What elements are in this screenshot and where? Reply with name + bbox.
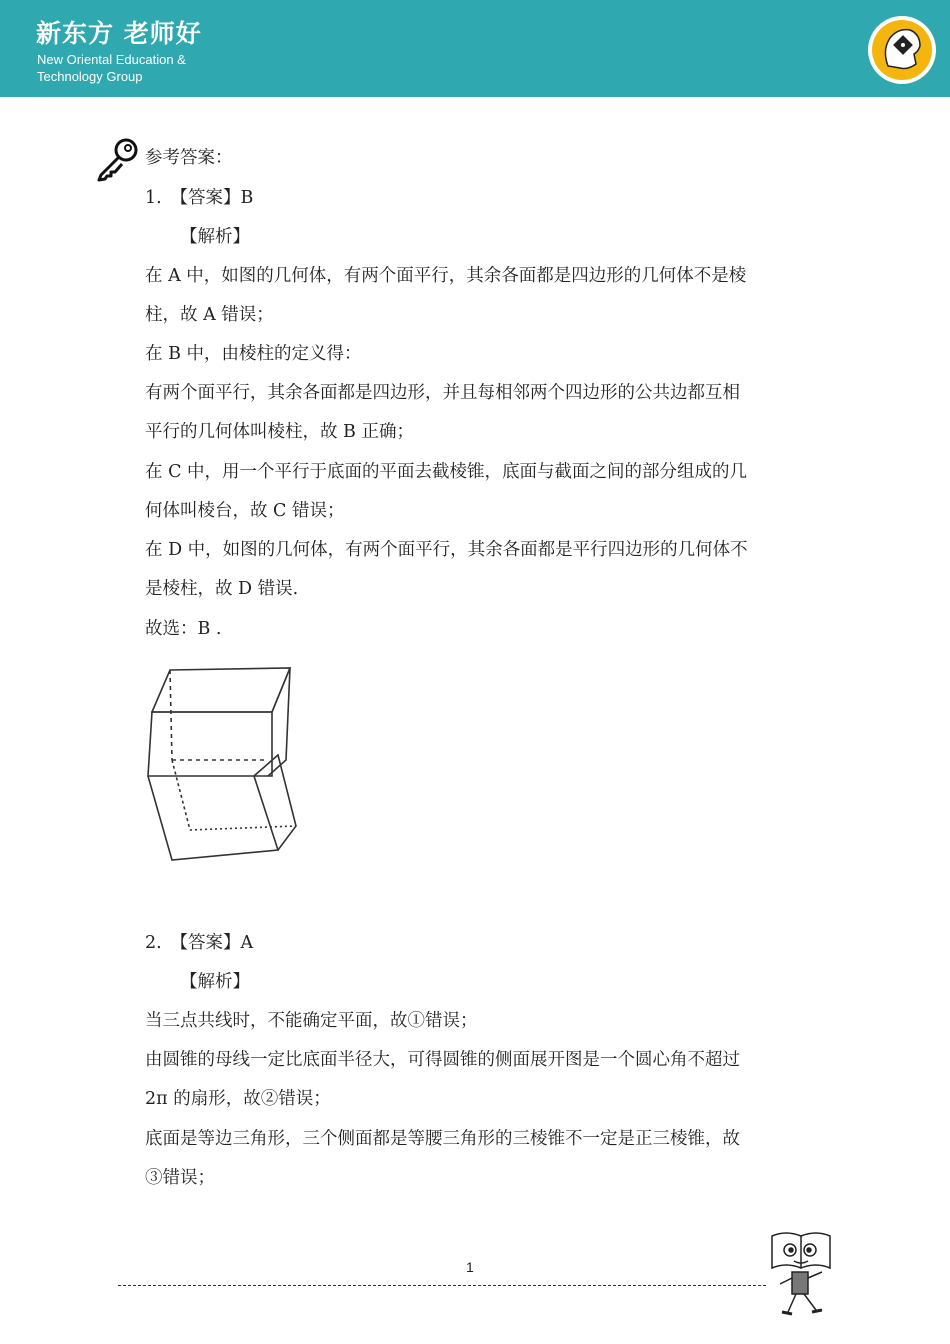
q1-conclusion: 故选：B . (145, 619, 222, 639)
page-number: 1 (466, 1259, 474, 1275)
q1-answer: 1. 【答案】B (145, 188, 254, 208)
figure-lower-front-face (148, 776, 278, 860)
q2-line: 2π 的扇形，故②错误； (145, 1089, 331, 1109)
brand-name-cn: 新东方 老师好 (36, 19, 202, 48)
q1-line: 在 D 中，如图的几何体，有两个面平行，其余各面都是平行四边形的几何体不 (145, 540, 748, 560)
q2-line: ③错误； (145, 1168, 215, 1188)
q1-line: 在 B 中，由棱柱的定义得： (145, 344, 362, 364)
q1-line: 是棱柱，故 D 错误. (145, 579, 299, 599)
brand-name-en (37, 51, 186, 85)
q2-line: 当三点共线时，不能确定平面，故①错误； (145, 1011, 478, 1031)
brand-name-en-line1: New Oriental Education & (37, 52, 186, 67)
q1-line: 在 A 中，如图的几何体，有两个面平行，其余各面都是四边形的几何体不是棱 (145, 266, 747, 286)
q1-line: 有两个面平行，其余各面都是四边形，并且每相邻两个四边形的公共边都互相 (145, 383, 740, 403)
key-icon (95, 136, 141, 182)
q1-line: 何体叫棱台，故 C 错误； (145, 501, 345, 521)
figure-upper-front-face (148, 712, 272, 776)
brand-name-en-line2: Technology Group (37, 69, 143, 84)
section-title: 参考答案： (145, 148, 233, 168)
q2-line: 底面是等边三角形，三个侧面都是等腰三角形的三棱锥不一定是正三棱锥，故 (145, 1129, 740, 1149)
q1-line: 柱，故 A 错误； (145, 305, 274, 325)
q2-analysis-label: 【解析】 (180, 972, 250, 992)
figure-hidden-edge (170, 670, 172, 760)
q1-line: 平行的几何体叫棱柱，故 B 正确； (145, 422, 414, 442)
geometry-figure (140, 660, 305, 870)
figure-hidden-edge (190, 826, 296, 830)
book-mascot-icon (766, 1228, 836, 1318)
q2-line: 由圆锥的母线一定比底面半径大，可得圆锥的侧面展开图是一个圆心角不超过 (145, 1050, 740, 1070)
figure-hidden-edge (172, 760, 190, 830)
footer-divider (118, 1285, 766, 1286)
header-banner (0, 0, 950, 97)
figure-top-face (152, 668, 290, 712)
q1-analysis-label: 【解析】 (180, 227, 250, 247)
q2-answer: 2. 【答案】A (145, 933, 254, 953)
q1-line: 在 C 中，用一个平行于底面的平面去截棱锥，底面与截面之间的部分组成的几 (145, 462, 748, 482)
new-oriental-logo-icon (866, 14, 938, 86)
